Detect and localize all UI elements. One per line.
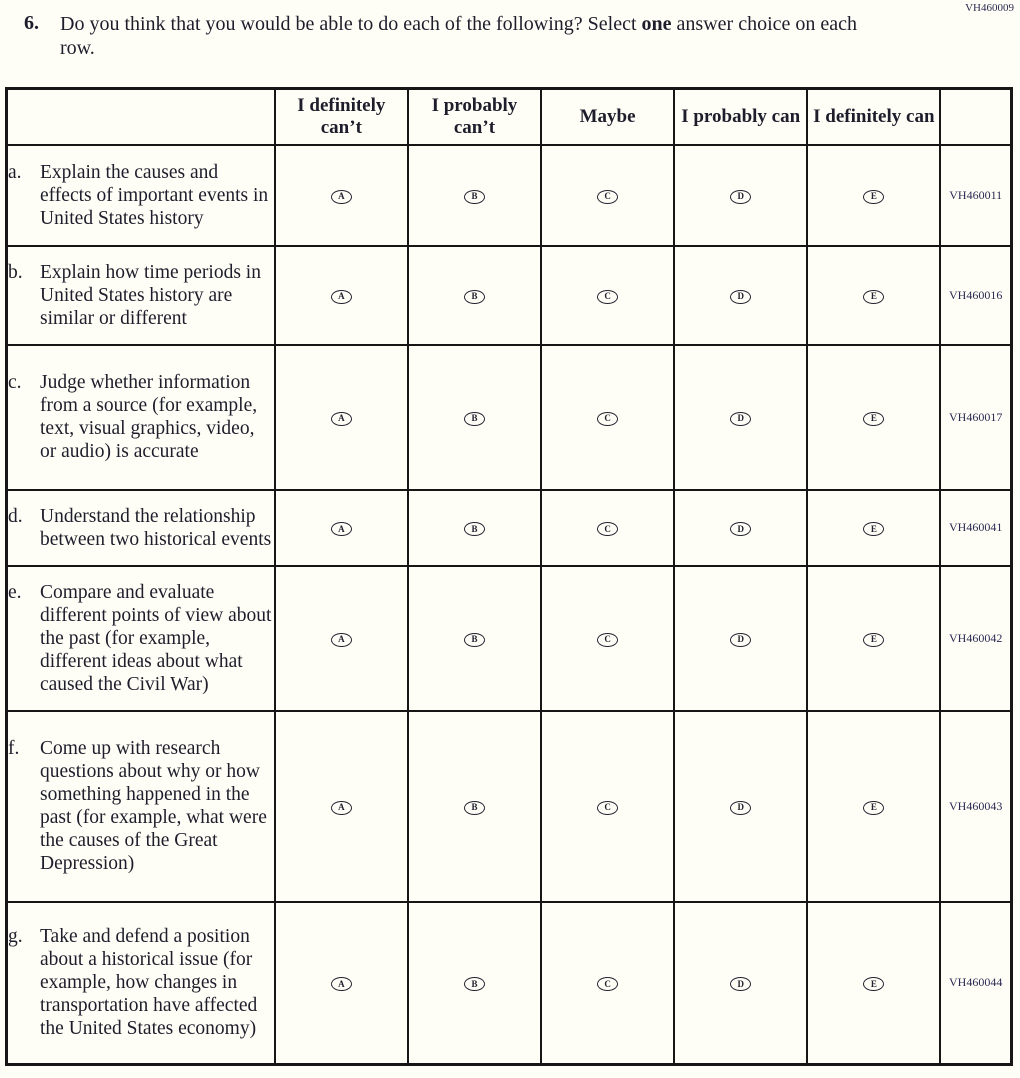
answer-cell-b [408,566,541,711]
answer-bubble-a[interactable] [331,190,352,204]
answer-cell-b [408,490,541,566]
row-text: Explain the causes and effects of important events in United States history [40,161,269,229]
answer-cell-d [674,145,807,246]
answer-cell-c [541,345,674,490]
row-label-cell [7,345,275,490]
header-probably-cant: I probably can’t [408,89,541,145]
row-label-cell [7,490,275,566]
table-row [7,902,1012,1065]
row-text: Understand the relationship between two historical events [40,505,272,550]
answer-bubble-c[interactable] [597,190,618,204]
answer-cell-b [408,246,541,345]
row-code-cell [940,711,1011,902]
answer-bubble-e[interactable] [863,412,884,426]
row-code-cell [940,566,1011,711]
answer-cell-e [807,246,940,345]
answer-bubble-b[interactable] [464,977,485,991]
bubble-letter: C [604,191,611,201]
row-code: VH460016 [949,287,1003,302]
answer-cell-b [408,145,541,246]
row-letter: f. [8,738,20,759]
row-code: VH460011 [949,187,1003,202]
header-definitely-cant: I definitely can’t [275,89,408,145]
row-code-cell [940,145,1011,246]
bubble-letter: C [604,802,611,812]
bubble-letter: C [604,523,611,534]
row-text: Explain how time periods in United States history are similar or different [40,261,261,329]
bubble-letter: B [471,413,478,423]
answer-bubble-a[interactable] [331,412,352,426]
table-row [7,490,1012,566]
bubble-letter: B [471,634,478,644]
answer-grid-table [5,87,1013,1066]
header-definitely-can: I definitely can [807,89,940,145]
answer-bubble-d[interactable] [730,633,751,647]
row-label-cell [7,566,275,711]
bubble-letter: D [737,978,744,989]
answer-bubble-b[interactable] [464,801,485,815]
row-letter: b. [8,261,23,283]
row-code-cell [940,345,1011,490]
table-row [7,711,1012,902]
bubble-letter: A [338,291,345,301]
row-label-cell [7,902,275,1065]
answer-cell-a [275,902,408,1065]
answer-cell-e [807,711,940,902]
answer-cell-c [541,246,674,345]
bubble-letter: E [870,291,877,301]
answer-cell-d [674,490,807,566]
bubble-letter: E [870,523,877,534]
answer-bubble-a[interactable] [331,633,352,647]
row-code-cell [940,490,1011,566]
answer-cell-d [674,566,807,711]
row-letter: g. [8,926,23,948]
question-number: 6. [24,12,39,34]
bubble-letter: C [604,413,611,423]
table-row [7,246,1012,345]
row-text: Come up with research questions about why or how something happened in the past (for example, what were the causes of the Great Depression) [40,738,267,874]
row-code-cell [940,246,1011,345]
answer-bubble-e[interactable] [863,522,884,536]
answer-cell-c [541,902,674,1065]
bubble-letter: C [604,634,611,644]
row-label-cell [7,711,275,902]
bubble-letter: B [471,978,478,989]
answer-bubble-c[interactable] [597,633,618,647]
answer-cell-e [807,145,940,246]
row-letter: d. [8,505,23,527]
answer-cell-c [541,566,674,711]
table-row [7,145,1012,246]
answer-cell-b [408,345,541,490]
answer-bubble-b[interactable] [464,190,485,204]
answer-bubble-b[interactable] [464,633,485,647]
row-code: VH460017 [949,409,1003,424]
answer-cell-d [674,902,807,1065]
answer-cell-d [674,345,807,490]
bubble-letter: E [870,413,877,423]
page-code: VH460009 [965,2,1014,14]
table-row [7,566,1012,711]
row-code: VH460043 [949,798,1003,813]
answer-cell-a [275,345,408,490]
bubble-letter: E [870,802,877,812]
answer-bubble-d[interactable] [730,801,751,815]
row-text: Judge whether information from a source (for example, text, visual graphics, video, or audio) is accurate [40,372,258,462]
answer-cell-e [807,490,940,566]
answer-bubble-d[interactable] [730,290,751,304]
question-text-part2: answer choice on each row. [60,13,858,59]
answer-cell-d [674,711,807,902]
bubble-letter: A [338,978,345,989]
answer-bubble-e[interactable] [863,977,884,991]
bubble-letter: D [737,191,744,201]
row-letter: a. [8,161,22,183]
row-code: VH460041 [949,520,1003,534]
question-text-bold: one [641,13,672,35]
answer-bubble-a[interactable] [331,977,352,991]
bubble-letter: D [737,802,744,812]
answer-bubble-e[interactable] [863,801,884,815]
bubble-letter: B [471,291,478,301]
row-letter: c. [8,372,22,393]
row-code-cell [940,902,1011,1065]
header-empty-code [940,89,1011,145]
answer-cell-c [541,145,674,246]
bubble-letter: E [870,978,877,989]
bubble-letter: A [338,523,345,534]
answer-bubble-d[interactable] [730,522,751,536]
bubble-letter: C [604,978,611,989]
answer-bubble-e[interactable] [863,290,884,304]
answer-bubble-e[interactable] [863,633,884,647]
answer-bubble-d[interactable] [730,412,751,426]
bubble-letter: C [604,291,611,301]
answer-bubble-b[interactable] [464,412,485,426]
answer-cell-a [275,246,408,345]
bubble-letter: A [338,413,345,423]
answer-cell-a [275,566,408,711]
answer-cell-e [807,902,940,1065]
answer-cell-b [408,902,541,1065]
answer-cell-e [807,345,940,490]
answer-cell-e [807,566,940,711]
question-block [0,0,904,60]
bubble-letter: A [338,191,345,201]
answer-bubble-e[interactable] [863,190,884,204]
header-probably-can: I probably can [674,89,807,145]
table-header [7,89,1012,145]
answer-bubble-c[interactable] [597,412,618,426]
header-empty-label [7,89,275,145]
row-code: VH460044 [949,975,1003,990]
row-code: VH460042 [949,630,1003,645]
answer-cell-b [408,711,541,902]
question-text [60,12,880,60]
answer-cell-a [275,145,408,246]
answer-cell-a [275,490,408,566]
bubble-letter: D [737,523,744,534]
bubble-letter: E [870,191,877,201]
answer-bubble-a[interactable] [331,290,352,304]
answer-bubble-c[interactable] [597,522,618,536]
row-label-cell [7,246,275,345]
row-letter: e. [8,581,22,603]
table-row [7,345,1012,490]
row-label-cell [7,145,275,246]
row-text: Take and defend a position about a historical issue (for example, how changes in transportation have affected the United States economy) [40,926,258,1040]
answer-bubble-c[interactable] [597,977,618,991]
answer-bubble-d[interactable] [730,977,751,991]
answer-cell-a [275,711,408,902]
bubble-letter: D [737,413,744,423]
answer-bubble-b[interactable] [464,290,485,304]
answer-bubble-a[interactable] [331,522,352,536]
bubble-letter: A [338,802,345,812]
bubble-letter: D [737,291,744,301]
row-text: Compare and evaluate different points of view about the past (for example, different ideas about what caused the Civil War) [40,581,272,695]
question-text-part1: Do you think that you would be able to do each of the following? Select [60,13,642,35]
answer-bubble-d[interactable] [730,190,751,204]
header-maybe: Maybe [541,89,674,145]
answer-cell-c [541,711,674,902]
bubble-letter: B [471,191,478,201]
bubble-letter: D [737,634,744,644]
answer-bubble-a[interactable] [331,801,352,815]
table-body [7,145,1012,1065]
bubble-letter: B [471,523,478,534]
answer-bubble-c[interactable] [597,801,618,815]
answer-cell-d [674,246,807,345]
answer-cell-c [541,490,674,566]
bubble-letter: A [338,634,345,644]
answer-bubble-c[interactable] [597,290,618,304]
bubble-letter: B [471,802,478,812]
bubble-letter: E [870,634,877,644]
answer-bubble-b[interactable] [464,522,485,536]
